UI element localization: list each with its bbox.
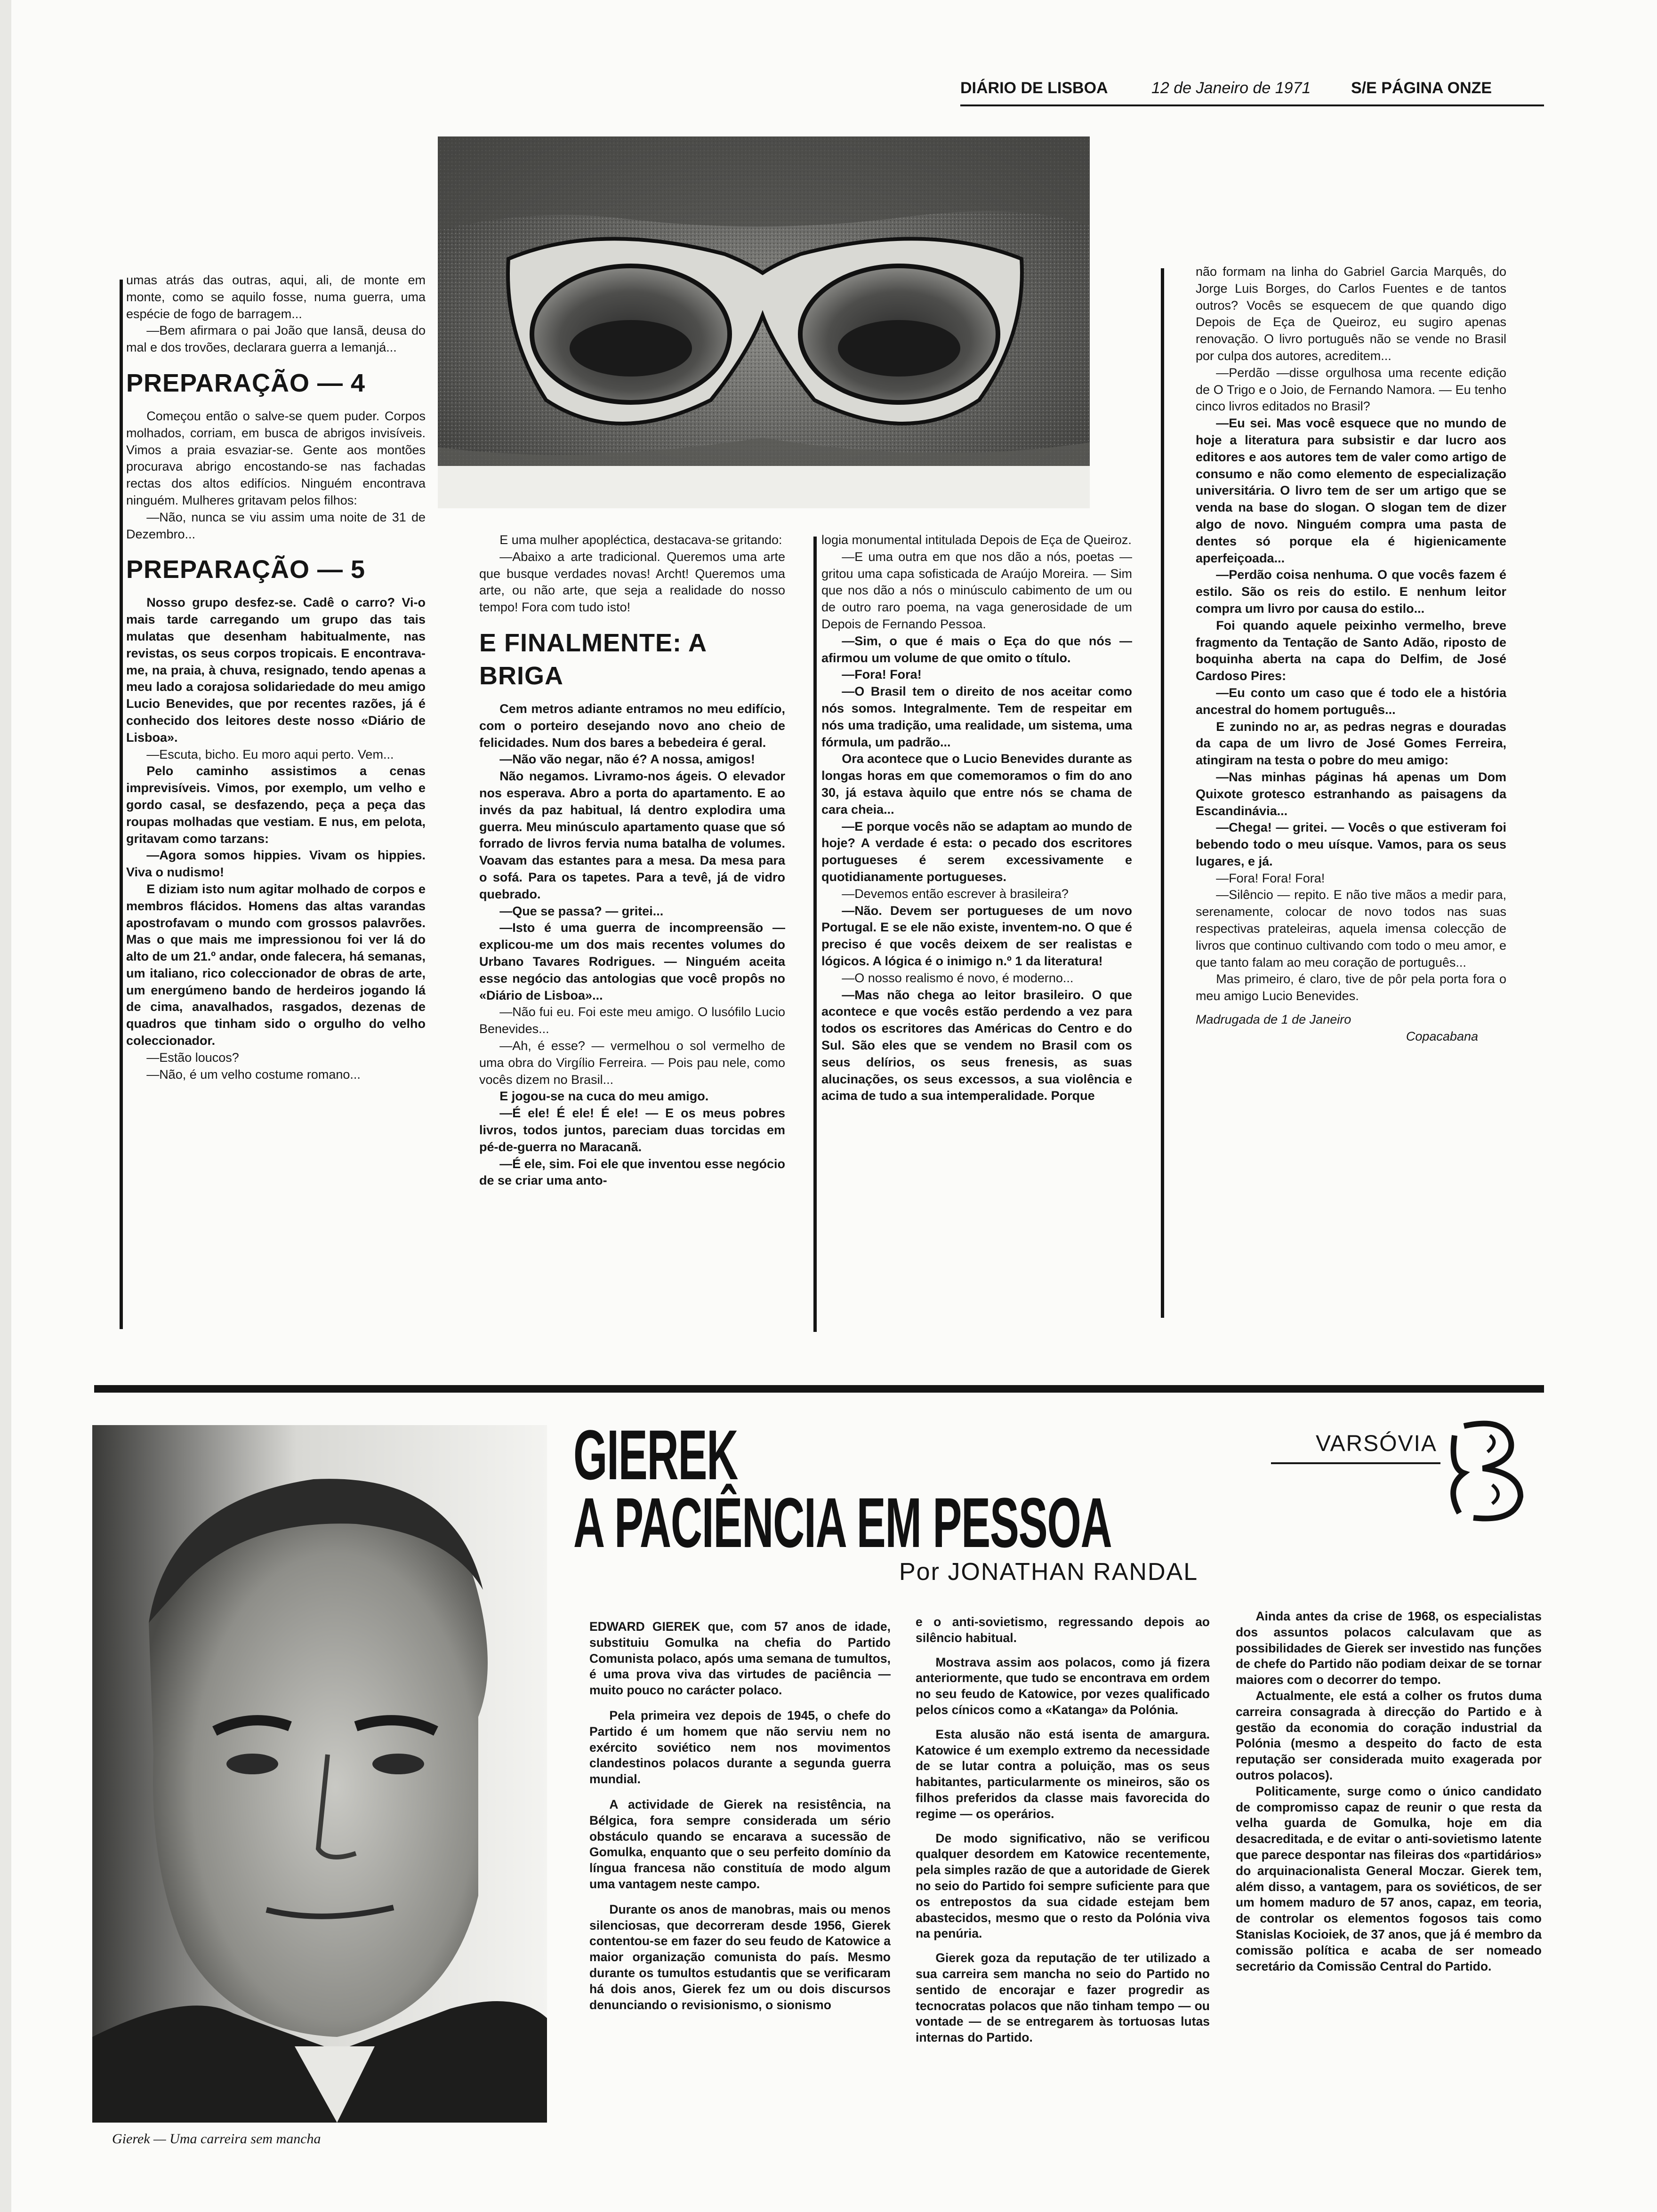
section-rule [1271, 1462, 1440, 1464]
signature-date: Madrugada de 1 de Janeiro [1196, 1012, 1351, 1027]
paragraph: Ora acontece que o Lucio Benevides durante as longas horas em que comemoramos o fim do ano 30, já estava àquilo que entre nós se chama de cara cheia... [821, 752, 1132, 817]
glasses-photo [438, 136, 1090, 508]
article-column-1 [126, 272, 426, 1083]
subheading-briga: E FINALMENTE: A BRIGA [479, 628, 706, 690]
paragraph: —Não, é um velho costume romano... [146, 1067, 361, 1082]
section-logo [1445, 1417, 1539, 1525]
paragraph: Começou então o salve-se quem puder. Corpos molhados, corriam, em busca de abrigos invisíveis. Vimos a praia esvaziar-se. Gente aos montões procurava abrigo encostando-se nas fachadas rectas dos altos edifícios. Ninguém encontrava ninguém. Mulheres gritavam pelos filhos: [126, 409, 426, 507]
paragraph: Mostrava assim aos polacos, como já fizera anteriormente, que tudo se encontrava em ordem no seu feudo de Katowice, por vezes qualificado pelos cínicos como a «Katanga» da Polónia. [916, 1655, 1210, 1717]
col4-rule [1161, 268, 1164, 1318]
paragraph: —Ah, é esse? — vermelhou o sol vermelho de uma obra do Virgílio Ferreira. — Pois pau nele, como vocês dizem no Brasil... [479, 1038, 785, 1087]
paragraph: E jogou-se na cuca do meu amigo. [499, 1089, 709, 1104]
paragraph: Pelo caminho assistimos a cenas imprevisíveis. Vimos, por exemplo, um velho e gordo casal, se desfazendo, peça a peça das roupas molhadas que vestiam. E nus, em pelota, gritavam como tarzans: [126, 764, 426, 846]
paragraph: De modo significativo, não se verificou qualquer desordem em Katowice recentemente, pela simples razão de que a autoridade de Gierek no seio do Partido foi sempre suficiente para que os entrepostos da sua cidade estejam bem abastecidos, mesmo que o resto da Polónia viva na penúria. [916, 1831, 1210, 1941]
paragraph: Pela primeira vez depois de 1945, o chefe do Partido é um homem que não serviu nem no exército soviético nem nos movimentos clandestinos polacos durante a segunda guerra mundial. [589, 1708, 891, 1787]
paragraph: Politicamente, surge como o único candidato de compromisso capaz de reunir o que resta da velha guarda de Gomulka, hoje em dia desacreditada, e de evitar o anti-sovietismo latente que parece despontar nas fileiras dos «partidários» do arquinacionalista General Moczar. Gierek tem, além disso, a vantagem, para os soviéticos, de ser um homem maduro de 57 anos, capaz, em teoria, de controlar os elementos fogosos tais como Stanislas Kocioiek, de 37 anos, que já é membro da comissão política e acaba de ser nomeado secretário da Comissão Central do Partido. [1236, 1784, 1542, 1973]
paragraph: E zunindo no ar, as pedras negras e douradas da capa de um livro de José Gomes Ferreira, atingiram na testa o pobre do meu amigo: [1196, 719, 1506, 768]
headline-name: GIEREK [573, 1415, 738, 1494]
header-rule [960, 104, 1544, 106]
paragraph: Não negamos. Livramo-nos ágeis. O elevador nos esperava. Abro a porta do apartamento. E ao invés da paz habitual, lá dentro explodira uma guerra. Meu minúsculo apartamento quase que só forrado de livros fervia numa batalha de volumes. Voavam das estantes para a mesa. Da mesa para o sofá. Para os tapetes. Para a tevê, já de vidro quebrado. [479, 769, 785, 901]
gierek-column-2 [916, 1614, 1210, 2046]
paragraph: Gierek goza da reputação de ter utilizado a sua carreira sem mancha no seio do Partido no sentido de encorajar e fazer progredir as tecnocratas polacos que não tinham tempo — ou vontade — de se entregarem às tortuosas lutas internas do Partido. [916, 1951, 1210, 2045]
paragraph: Esta alusão não está isenta de amargura. Katowice é um exemplo extremo da necessidade de se lutar contra a poluição, mas os seus habitantes, particularmente os mineiros, são os filhos preferidos da classe mais favorecida do regime — os operários. [916, 1727, 1210, 1821]
col3-rule [813, 537, 817, 1332]
paragraph: —Fora! Fora! [842, 667, 922, 682]
paragraph: —Bem afirmara o pai João que Iansã, deusa do mal e dos trovões, declarara guerra a Iemanjá... [126, 323, 426, 355]
paragraph: —Sim, o que é mais o Eça do que nós — afirmou um volume de que omito o título. [821, 633, 1132, 665]
paragraph: umas atrás das outras, aqui, ali, de monte em monte, como se aquilo fosse, numa guerra, uma espécie de fogo de barragem... [126, 273, 426, 321]
paragraph: Actualmente, ele está a colher os frutos duma carreira consagrada à direcção do Partido e à gestão da economia do coração industrial da Polónia (mesmo a despeito do facto de esta reputação ser considerada muito exagerada por outros polacos). [1236, 1688, 1542, 1782]
article-column-4 [1196, 264, 1506, 1045]
paragraph: —Escuta, bicho. Eu moro aqui perto. Vem... [146, 747, 394, 761]
glasses-illustration [438, 136, 1090, 508]
gierek-portrait [92, 1425, 547, 2123]
subheading-preparacao-4: PREPARAÇÃO — 4 [126, 369, 366, 397]
paragraph: —Eu sei. Mas você esquece que no mundo de hoje a literatura para subsistir e dar lucro aos editores e aos autores tem de valer como artigo de consumo e não como elemento de especialização universitária. O livro tem de ser um artigo que se venda na base do slogan. O slogan tem de dizer algo de novo. Ninguém compra uma pasta de dentes só porque ela é higienicamente aperfeiçoada... [1196, 416, 1506, 565]
article-column-2 [479, 532, 785, 1189]
paragraph: —Mas não chega ao leitor brasileiro. O que acontece e que vocês estão perdendo a vez para todos os escritores das Américas do Centro e do Sul. São eles que se vendem no Brasil com os seus delírios, os seus frenesis, as suas alucinações, os seus excessos, a sua violência e acima de tudo a sua intemperalidade. Porque [821, 987, 1132, 1103]
scan-edge [0, 0, 11, 2212]
paragraph: EDWARD GIEREK que, com 57 anos de idade, substituiu Gomulka na chefia do Partido Comunista polaco, após uma semana de tumultos, é uma prova viva das virtudes de paciência — muito pouco no carácter polaco. [589, 1619, 891, 1698]
paragraph: —Não, nunca se viu assim uma noite de 31 de Dezembro... [126, 510, 426, 541]
gierek-column-1 [589, 1619, 891, 2013]
paragraph: —Eu conto um caso que é todo ele a história ancestral do homem português... [1196, 685, 1506, 717]
paragraph: —O Brasil tem o direito de nos aceitar como nós somos. Integralmente. Tem de respeitar em nós uma tradição, uma realidade, um sistema, uma fórmula, um padrão... [821, 684, 1132, 749]
paragraph: —Silêncio — repito. E não tive mãos a medir para, serenamente, colocar de novo todos nas suas respectivas prateleiras, aquela imensa colecção de livros que continuo cultivando com todo o meu amor, e que tanto falam ao meu coração de português... [1196, 888, 1506, 970]
paragraph: Cem metros adiante entramos no meu edifício, com o porteiro desejando novo ano cheio de felicidades. Num dos bares a bebedeira é geral. [479, 701, 785, 750]
page-number: S/E PÁGINA ONZE [1351, 79, 1492, 97]
paragraph: —Perdão —disse orgulhosa uma recente edição de O Trigo e o Joio, de Fernando Namora. — Eu tenho cinco livros editados no Brasil? [1196, 365, 1506, 414]
section-label: VARSÓVIA [1316, 1431, 1437, 1456]
paragraph: —Não vão negar, não é? A nossa, amigos! [499, 752, 755, 767]
paragraph: —Perdão coisa nenhuma. O que vocês fazem é estilo. São os reis do estilo. E nenhum leitor compra um livro por causa do estilo... [1196, 568, 1506, 616]
paragraph: A actividade de Gierek na resistência, na Bélgica, fora sempre considerada um sério obstáculo quando se encarava a sucessão de Gomulka, enquanto que o seu perfeito domínio da língua francesa não constituía de modo algum uma vantagem neste campo. [589, 1797, 891, 1891]
paragraph: —Devemos então escrever à brasileira? [842, 886, 1069, 901]
paragraph: —Abaixo a arte tradicional. Queremos uma arte que busque verdades novas! Archt! Queremos uma arte, ou não arte, que seja a realidade do nosso tempo! Fora com tudo isto! [479, 549, 785, 615]
paragraph: —Agora somos hippies. Vivam os hippies. Viva o nudismo! [126, 848, 426, 880]
section-logo-glyph [1445, 1417, 1539, 1525]
paragraph: —É ele! É ele! É ele! — E os meus pobres livros, todos juntos, pareciam duas torcidas em pé-de-guerra no Maracanã. [479, 1106, 785, 1154]
article-column-3 [821, 532, 1132, 1105]
paragraph: —Que se passa? — gritei... [499, 904, 664, 918]
paragraph: —O nosso realismo é novo, é moderno... [842, 970, 1074, 985]
paragraph: Ainda antes da crise de 1968, os especialistas dos assuntos polacos calculavam que as possibilidades de Gierek ser investido nas funções de chefe do Partido não podiam deixar de se tornar maiores com o decorrer do tempo. [1236, 1609, 1542, 1687]
paragraph: —Não. Devem ser portugueses de um novo Portugal. E se ele não existe, inventem-no. O que é preciso é que vocês deixem de ser realistas e lógicos. A lógica é o inimigo n.º 1 da literatura! [821, 903, 1132, 968]
paragraph: —Nas minhas páginas há apenas um Dom Quixote grotesco estranhando as paisagens da Escandinávia... [1196, 769, 1506, 818]
paragraph: Durante os anos de manobras, mais ou menos silenciosas, que decorreram desde 1956, Gierek contentou-se em fazer do seu feudo de Katowice a maior organização comunista do país. Mesmo durante os tumultos estudantis que se verificaram há dois anos, Gierek fez um ou dois discursos denunciando o revisionismo, o sionismo [589, 1902, 891, 2012]
paper-name: DIÁRIO DE LISBOA [960, 79, 1108, 97]
paragraph: —E porque vocês não se adaptam ao mundo de hoje? A verdade é esta: o pecado dos escritores portugueses é serem excessivamente e quotidianamente portugueses. [821, 819, 1132, 884]
paragraph: —Isto é uma guerra de incompreensão — explicou-me um dos mais recentes volumes do Urbano Tavares Rodrigues. — Ninguém aceita esse negócio das antologias que você propôs no «Diário de Lisboa»... [479, 921, 785, 1002]
paragraph: E diziam isto num agitar molhado de corpos e membros flácidos. Homens das altas varandas apostrofavam o mundo com grossos palavrões. Mas o que mais me impressionou foi ver lá do alto de um 21.º andar, onde falecera, há semanas, um italiano, rico coleccionador de obras de arte, um energúmeno bando de herdeiros jogando lá de cima, anavalhados, rasgados, dezenas de quadros que tinham sido o orgulho do velho coleccionador. [126, 882, 426, 1048]
paragraph: Foi quando aquele peixinho vermelho, breve fragmento da Tentação de Santo Adão, riposto de boquinha aberta na capa do Delfim, de José Cardoso Pires: [1196, 618, 1506, 683]
paragraph: —Fora! Fora! Fora! [1216, 871, 1325, 885]
paragraph: —Chega! — gritei. — Vocês o que estiveram foi bebendo todo o meu uísque. Vamos, para os seus lugares, e já. [1196, 820, 1506, 868]
paragraph: —É ele, sim. Foi ele que inventou esse negócio de se criar uma anto- [479, 1156, 785, 1188]
subheading-preparacao-5: PREPARAÇÃO — 5 [126, 555, 366, 584]
portrait-illustration [92, 1425, 547, 2123]
signature-place: Copacabana [1406, 1029, 1478, 1043]
paragraph: Mas primeiro, é claro, tive de pôr pela porta fora o meu amigo Lucio Benevides. [1196, 972, 1506, 1003]
paragraph: —E uma outra em que nos dão a nós, poetas — gritou uma capa sofisticada de Araújo Moreira. — Sim que nos dão a nós o minúsculo cabimento de um ou de outro raro poema, na vaga generosidade de um Depois de Fernando Pessoa. [821, 549, 1132, 631]
gierek-column-3 [1236, 1609, 1542, 1974]
byline: Por JONATHAN RANDAL [899, 1558, 1199, 1586]
col1-rule [120, 280, 123, 1329]
section-divider [94, 1385, 1544, 1393]
paragraph: —Estão loucos? [146, 1050, 239, 1065]
paragraph: E uma mulher apopléctica, destacava-se gritando: [499, 533, 782, 547]
headline-title: A PACIÊNCIA EM PESSOA [573, 1483, 1112, 1562]
issue-date: 12 de Janeiro de 1971 [1151, 79, 1311, 97]
paragraph: Nosso grupo desfez-se. Cadê o carro? Vi-o mais tarde carregando um grupo das tais mulatas que desenham habitualmente, nas revistas, os seus corpos tropicais. E encontrava-me, na praia, à chuva, resignado, tendo apenas a meu lado a corajosa solidariedade do meu amigo Lucio Benevides, que por recentes razões, já é conhecido dos leitores deste nosso «Diário de Lisboa». [126, 595, 426, 745]
paragraph: logia monumental intitulada Depois de Eça de Queiroz. [821, 533, 1132, 547]
paragraph: e o anti-sovietismo, regressando depois ao silêncio habitual. [916, 1615, 1210, 1645]
paragraph: —Não fui eu. Foi este meu amigo. O lusófilo Lucio Benevides... [479, 1005, 785, 1036]
paragraph: não formam na linha do Gabriel Garcia Marquês, do Jorge Luis Borges, do Carlos Fuentes e de tantos outros? Vocês se esquecem de que quando digo Depois de Eça de Queiroz, eu sugiro apenas renovação. O livro português não se vende no Brasil por culpa dos autores, acreditem... [1196, 264, 1506, 363]
page-header [960, 79, 1544, 104]
photo-caption: Gierek — Uma carreira sem mancha [112, 2131, 321, 2147]
